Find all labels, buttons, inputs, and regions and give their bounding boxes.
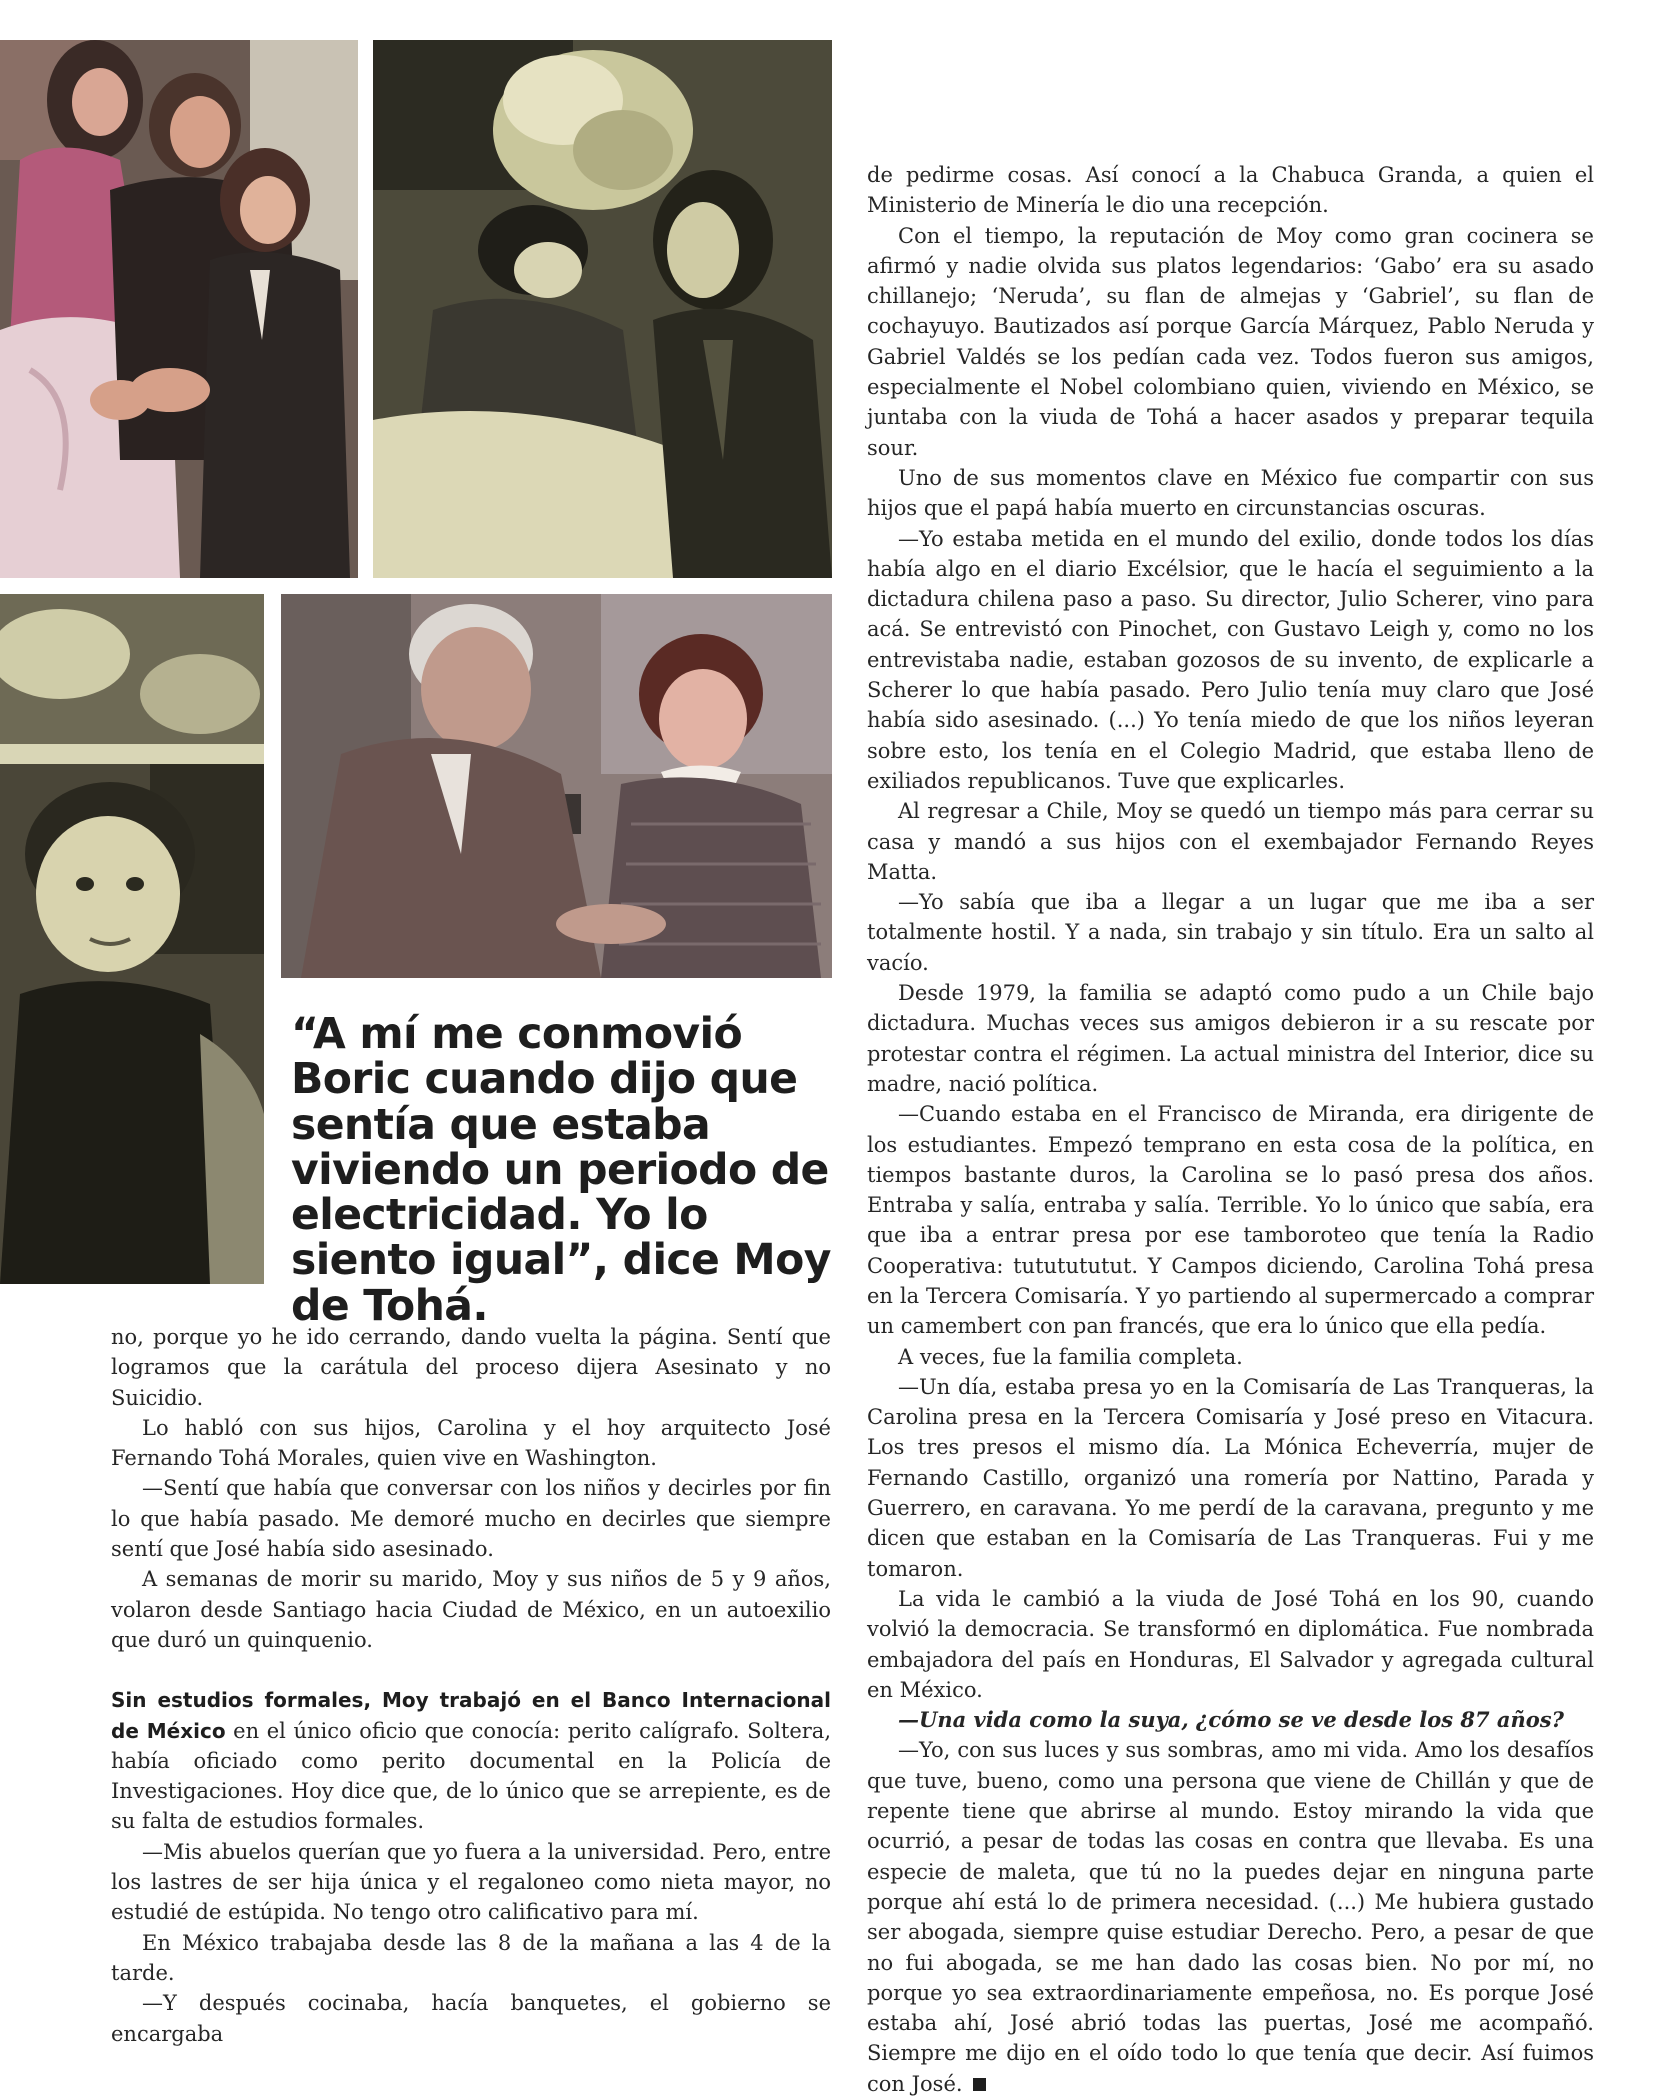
paragraph-final xyxy=(867,1735,1594,2099)
paragraph: A veces, fue la familia completa. xyxy=(898,1344,1243,1369)
section-lead-in: Sin estudios formales, Moy trabajó en el Banco Internacional de México xyxy=(111,1688,831,1743)
article-column-left xyxy=(111,1322,831,2049)
paragraph: En México trabajaba desde las 8 de la mañana a las 4 de la tarde. xyxy=(111,1930,831,1985)
paragraph: —Y después cocinaba, hacía banquetes, el gobierno se encargaba xyxy=(111,1991,831,2046)
paragraph: no, porque yo he ido cerrando, dando vuelta la página. Sentí que logramos que la carátula del proceso dijera Asesinato y no Suicidio. xyxy=(111,1325,831,1410)
end-of-article-square-icon xyxy=(973,2078,986,2091)
photo-greeting-couple xyxy=(281,594,832,978)
paragraph-text: en el único oficio que conocía: perito calígrafo. Soltera, había oficiado como perito documental en la Policía de Investigaciones. Hoy dice que, de lo único que se arrepiente, es de su falta de estudios formales. xyxy=(111,1718,831,1834)
paragraph: —Sentí que había que conversar con los niños y decirles por fin lo que había pasado. Me demoré mucho en decirles que siempre sentí que José había sido asesinado. xyxy=(111,1476,831,1562)
paragraph: Con el tiempo, la reputación de Moy como gran cocinera se afirmó y nadie olvida sus platos legendarios: ‘Gabo’ era su asado chillanejo; ‘Neruda’, su flan de almejas y ‘Gabriel’, su flan de cochayuyo. Bautizados así porque García Márquez, Pablo Neruda y Gabriel Valdés se los pedían cada vez. Todos fueron sus amigos, especialmente el Nobel colombiano quien, viviendo en México, se juntaba con la viuda de Tohá a hacer asados y preparar tequila sour. xyxy=(867,223,1594,460)
interview-question: —Una vida como la suya, ¿cómo se ve desde los 87 años? xyxy=(898,1707,1564,1733)
photo-two-women xyxy=(373,40,832,578)
paragraph: Al regresar a Chile, Moy se quedó un tiempo más para cerrar su casa y mandó a sus hijos con el exembajador Fernando Reyes Matta. xyxy=(867,799,1594,884)
paragraph: —Mis abuelos querían que yo fuera a la universidad. Pero, entre los lastres de ser hija única y el regaloneo como nieta mayor, no estudié de estúpida. No tengo otro calificativo para mí. xyxy=(111,1839,831,1925)
paragraph: —Yo estaba metida en el mundo del exilio, donde todos los días había algo en el diario Excélsior, que le hacía el seguimiento a la dictadura chilena paso a paso. Su director, Julio Scherer, vino para acá. Se entrevistó con Pinochet, con Gustavo Leigh y, como no los entrevistaba nadie, estaban gozosos de su invento, de explicarle a Scherer lo que había pasado. Pero Julio tenía muy claro que José había sido asesinado. (...) Yo tenía miedo de que los niños leyeran sobre esto, los tenía en el Colegio Madrid, que estaba lleno de exiliados republicanos. Tuve que explicarles. xyxy=(867,526,1594,793)
pull-quote: “A mí me conmovió Boric cuando dijo que sentía que estaba viviendo un periodo de electricidad. Yo lo siento igual”, dice Moy de Tohá. xyxy=(291,1010,831,1331)
paragraph: A semanas de morir su marido, Moy y sus niños de 5 y 9 años, volaron desde Santiago hacia Ciudad de México, en un autoexilio que duró un quinquenio. xyxy=(111,1567,831,1652)
paragraph-text: —Yo, con sus luces y sus sombras, amo mi vida. Amo los desafíos que tuve, bueno, como una persona que viene de Chillán y que de repente tiene que abrirse al mundo. Estoy mirando la vida que ocurrió, a pesar de todas las cosas en contra que llevaba. Es una especie de maleta, que tú no la puedes dejar en ninguna parte porque ahí está lo de primera necesidad. (...) Me hubiera gustado ser abogada, siempre quise estudiar Derecho. Pero, a pesar de que no fui abogada, se me han dado las cosas bien. No por mí, no porque yo sea extraordinariamente empeñosa, no. Es porque José estaba ahí, José abrió todas las puertas, José me acompañó. Siempre me dijo en el oído todo lo que tenía que decir. Así fuimos con José. xyxy=(867,1738,1594,2096)
paragraph: —Cuando estaba en el Francisco de Miranda, era dirigente de los estudiantes. Empezó temprano en esta cosa de la política, en tiempos bastante duros, la Carolina se lo pasó presa dos años. Entraba y salía, entraba y salía. Terrible. Yo lo único que sabía, era que iba a entrar presa por ese tamboroteo que tenía la Radio Cooperativa: tututututut. Y Campos diciendo, Carolina Tohá presa en la Tercera Comisaría. Y yo partiendo al supermercado a comprar un camembert con pan francés, que era lo único que ella pedía. xyxy=(867,1102,1594,1339)
paragraph: Uno de sus momentos clave en México fue compartir con sus hijos que el papá había muerto en circunstancias oscuras. xyxy=(867,465,1594,521)
paragraph-section-start xyxy=(111,1685,831,1836)
photo-family-group xyxy=(0,40,358,578)
paragraph: Lo habló con sus hijos, Carolina y el hoy arquitecto José Fernando Tohá Morales, quien vive en Washington. xyxy=(111,1415,831,1471)
paragraph: —Yo sabía que iba a llegar a un lugar que me iba a ser totalmente hostil. Y a nada, sin trabajo y sin título. Era un salto al vacío. xyxy=(867,890,1594,975)
paragraph: Desde 1979, la familia se adaptó como pudo a un Chile bajo dictadura. Muchas veces sus amigos debieron ir a su rescate por protestar contra el régimen. La actual ministra del Interior, dice su madre, nació política. xyxy=(867,981,1594,1096)
paragraph: La vida le cambió a la viuda de José Tohá en los 90, cuando volvió la democracia. Se transformó en diplomática. Fue nombrada embajadora del país en Honduras, El Salvador y agregada cultural en México. xyxy=(867,1586,1594,1702)
paragraph: de pedirme cosas. Así conocí a la Chabuca Granda, a quien el Ministerio de Minería le dio una recepción. xyxy=(867,163,1594,218)
article-column-right xyxy=(867,160,1594,2099)
photo-child-portrait xyxy=(0,594,264,1284)
paragraph: —Un día, estaba presa yo en la Comisaría de Las Tranqueras, la Carolina presa en la Tercera Comisaría y José preso en Vitacura. Los tres presos el mismo día. La Mónica Echeverría, mujer de Fernando Castillo, organizó una romería por Nattino, Parada y Guerrero, en caravana. Yo me perdí de la caravana, pregunto y me dicen que estaban en la Comisaría de Las Tranqueras. Fui y me tomaron. xyxy=(867,1374,1594,1581)
